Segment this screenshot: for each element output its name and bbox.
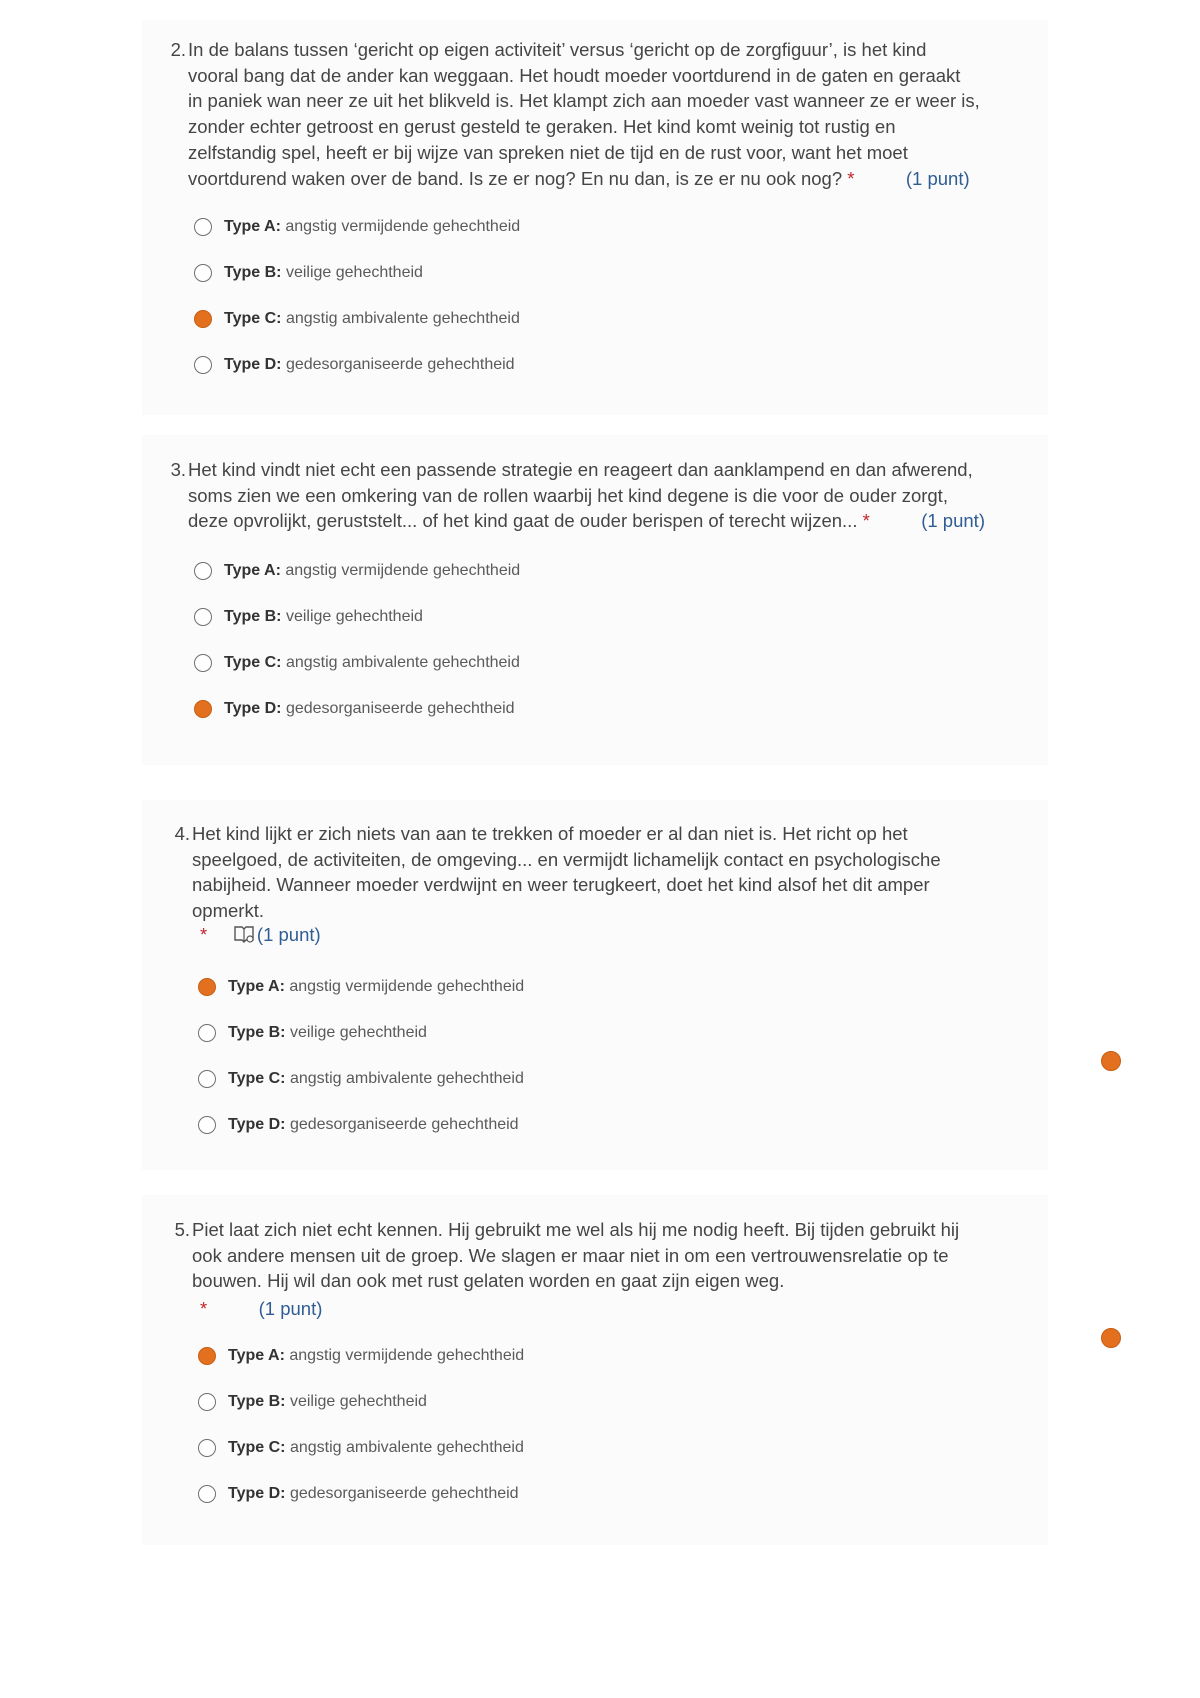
radio-button[interactable] xyxy=(198,1393,216,1411)
points-label: (1 punt) xyxy=(921,510,985,532)
radio-button-selected[interactable] xyxy=(198,1347,216,1365)
radio-button[interactable] xyxy=(198,1024,216,1042)
question-4-meta xyxy=(200,922,321,950)
question-text: Het kind lijkt er zich niets van aan te trekken of moeder er al dan niet is. Het richt op het speelgoed, de activiteiten, de omgeving... en vermijdt lichamelijk contact en psychologische nabijheid. Wanneer moeder verdwijnt en weer terugkeert, doet het kind alsof het dit amper opmerkt. xyxy=(192,823,941,922)
option-type-b[interactable]: Type B: veilige gehechtheid xyxy=(194,261,423,285)
option-type-b[interactable]: Type B: veilige gehechtheid xyxy=(194,605,423,629)
question-number: 2. xyxy=(170,39,186,60)
radio-button[interactable] xyxy=(194,654,212,672)
question-card-3 xyxy=(142,435,1048,765)
option-type-a[interactable]: Type A: angstig vermijdende gehechtheid xyxy=(198,1344,524,1368)
radio-button-selected[interactable] xyxy=(194,310,212,328)
question-text: Het kind vindt niet echt een passende strategie en reageert dan aanklampend en dan afwerend, soms zien we een omkering van de rollen waarbij het kind degene is die voor de ouder zorgt, deze opvrolijkt, geruststelt... of het kind gaat de ouder berispen of terecht wijzen... * (1 punt) xyxy=(188,459,985,532)
option-type-c[interactable]: Type C: angstig ambivalente gehechtheid xyxy=(194,307,520,331)
question-number: 5. xyxy=(174,1219,190,1240)
option-type-d[interactable]: Type D: gedesorganiseerde gehechtheid xyxy=(194,353,515,377)
radio-button[interactable] xyxy=(194,218,212,236)
required-star: * xyxy=(200,924,208,945)
points-label: (1 punt) xyxy=(905,167,970,189)
question-card-5 xyxy=(142,1195,1048,1545)
radio-button-selected[interactable] xyxy=(194,700,212,718)
option-type-c[interactable]: Type C: angstig ambivalente gehechtheid xyxy=(194,651,520,675)
points-label: (1 punt) xyxy=(258,1298,323,1319)
option-type-a[interactable]: Type A: angstig vermijdende gehechtheid xyxy=(194,559,520,583)
option-type-a[interactable]: Type A: angstig vermijdende gehechtheid xyxy=(194,215,520,239)
question-card-2 xyxy=(142,20,1048,415)
option-type-b[interactable]: Type B: veilige gehechtheid xyxy=(198,1390,427,1414)
radio-button[interactable] xyxy=(194,608,212,626)
question-card-4 xyxy=(142,800,1048,1170)
required-star: * xyxy=(847,167,855,189)
radio-button[interactable] xyxy=(194,264,212,282)
option-type-c[interactable]: Type C: angstig ambivalente gehechtheid xyxy=(198,1067,524,1091)
radio-button-selected[interactable] xyxy=(198,978,216,996)
immersive-reader-icon[interactable] xyxy=(233,924,255,950)
radio-button[interactable] xyxy=(198,1070,216,1088)
option-type-d[interactable]: Type D: gedesorganiseerde gehechtheid xyxy=(194,697,515,721)
points-label: (1 punt) xyxy=(256,924,321,945)
option-type-d[interactable]: Type D: gedesorganiseerde gehechtheid xyxy=(198,1482,519,1506)
option-type-a[interactable]: Type A: angstig vermijdende gehechtheid xyxy=(198,975,524,999)
option-type-b[interactable]: Type B: veilige gehechtheid xyxy=(198,1021,427,1045)
question-5-meta xyxy=(200,1296,322,1321)
radio-button[interactable] xyxy=(198,1439,216,1457)
question-number: 3. xyxy=(170,459,186,480)
question-text: Piet laat zich niet echt kennen. Hij gebruikt me wel als hij me nodig heeft. Bij tijden gebruikt hij ook andere mensen uit de groep. We slagen er maar niet in om een vertrouwensrelatie op te bouwen. Hij wil dan ook met rust gelaten worden en gaat zijn eigen weg. xyxy=(192,1219,960,1292)
radio-button[interactable] xyxy=(194,562,212,580)
required-star: * xyxy=(200,1298,208,1319)
radio-button[interactable] xyxy=(198,1485,216,1503)
required-star: * xyxy=(862,510,870,532)
orange-marker-dot xyxy=(1101,1051,1121,1071)
option-type-c[interactable]: Type C: angstig ambivalente gehechtheid xyxy=(198,1436,524,1460)
orange-marker-dot xyxy=(1101,1328,1121,1348)
option-type-d[interactable]: Type D: gedesorganiseerde gehechtheid xyxy=(198,1113,519,1137)
radio-button[interactable] xyxy=(194,356,212,374)
question-text: In de balans tussen ‘gericht op eigen activiteit’ versus ‘gericht op de zorgfiguur’, is het kind vooral bang dat de ander kan weggaan. Het houdt moeder voortdurend in de gaten en geraakt in paniek wan neer ze uit het blikveld is. Het klampt zich aan moeder vast wanneer ze er weer is, zonder echter getroost en gerust gesteld te geraken. Het kind komt weinig tot rustig en zelfstandig spel, heeft er bij wijze van spreken niet de tijd en de rust voor, want het moet voortdurend waken over de band. Is ze er nog? En nu dan, is ze er nu ook nog? * (1 punt) xyxy=(188,39,980,189)
radio-button[interactable] xyxy=(198,1116,216,1134)
question-number: 4. xyxy=(174,823,190,844)
